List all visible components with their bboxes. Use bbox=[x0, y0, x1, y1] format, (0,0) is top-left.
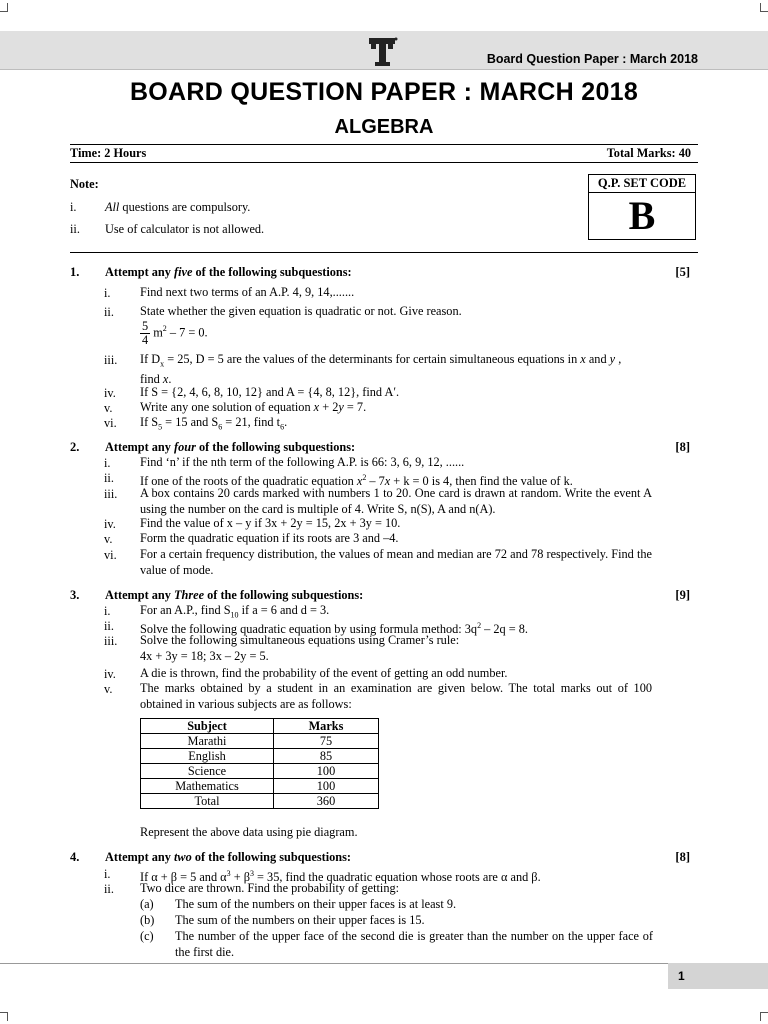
time-label: Time: 2 Hours bbox=[70, 146, 147, 160]
page-number-box bbox=[668, 963, 768, 989]
crop-mark-top-right bbox=[760, 3, 768, 12]
set-code-label: Q.P. SET CODE bbox=[589, 175, 695, 193]
part-text: The sum of the numbers on their upper faces is at least 9. bbox=[175, 897, 457, 911]
item-number: iii. bbox=[104, 634, 118, 648]
item-number: i. bbox=[104, 456, 111, 470]
item-number: iii. bbox=[104, 487, 118, 501]
divider bbox=[70, 144, 698, 145]
item-number: v. bbox=[104, 682, 113, 696]
page-number: 1 bbox=[678, 969, 685, 983]
subquestion: Find next two terms of an A.P. 4, 9, 14,....... bbox=[140, 285, 355, 299]
question-marks: [8] bbox=[675, 850, 690, 864]
question-number: 4. bbox=[70, 850, 80, 864]
note-label: Note: bbox=[70, 177, 99, 191]
subquestion: If α + β = 5 and $\alpha^3 + \beta^3 = 35$, find the quadratic equation whose roots are α and β. bbox=[140, 869, 541, 885]
table-cell: 360 bbox=[274, 794, 379, 809]
question-heading: Attempt any two of the following subquestions: bbox=[105, 850, 351, 864]
question-marks: [5] bbox=[675, 265, 690, 279]
part-text: The sum of the numbers on their upper faces is 15. bbox=[175, 913, 425, 927]
subquestion: If $S_5 = 15$ and $S_6 = 21$, find $t_6$. bbox=[140, 415, 288, 432]
table-cell: Marathi bbox=[141, 734, 274, 749]
crop-mark-bottom-left bbox=[0, 1012, 8, 1021]
footer-divider bbox=[0, 963, 768, 964]
subquestion: Two dice are thrown. Find the probability of getting: bbox=[140, 881, 400, 895]
question-number: 1. bbox=[70, 265, 80, 279]
part-number: (b) bbox=[140, 913, 155, 927]
table-row bbox=[141, 749, 379, 764]
marks-table bbox=[140, 718, 379, 809]
question-heading: Attempt any four of the following subquestions: bbox=[105, 440, 356, 454]
subquestion: State whether the given equation is quadratic or not. Give reason. bbox=[140, 304, 462, 318]
part-number: (c) bbox=[140, 929, 154, 943]
part-number: (a) bbox=[140, 897, 154, 911]
item-number: i. bbox=[104, 604, 111, 618]
item-number: v. bbox=[104, 532, 113, 546]
subquestion: For an A.P., find $S_{10}$ if a = 6 and d = 3. bbox=[140, 603, 330, 620]
table-cell: 100 bbox=[274, 779, 379, 794]
set-code-box bbox=[588, 174, 696, 240]
crop-mark-bottom-right bbox=[760, 1012, 768, 1021]
table-cell: English bbox=[141, 749, 274, 764]
item-number: ii. bbox=[104, 471, 114, 485]
item-number: iv. bbox=[104, 667, 116, 681]
question-heading: Attempt any five of the following subquestions: bbox=[105, 265, 352, 279]
item-number: iv. bbox=[104, 386, 116, 400]
table-cell: Science bbox=[141, 764, 274, 779]
question-number: 3. bbox=[70, 588, 80, 602]
publisher-logo-icon bbox=[366, 36, 400, 68]
question-number: 2. bbox=[70, 440, 80, 454]
table-header: Subject bbox=[141, 719, 274, 734]
running-header: Board Question Paper : March 2018 bbox=[486, 52, 698, 66]
subquestion: If one of the roots of the quadratic equation $x^2 - 7x + k = 0$ is 4, then find the value of k. bbox=[140, 473, 573, 489]
note-num: ii. bbox=[70, 222, 80, 236]
table-cell: Mathematics bbox=[141, 779, 274, 794]
table-header-row bbox=[141, 719, 379, 734]
subquestion: A box contains 20 cards marked with numbers 1 to 20. One card is drawn at random. Write the event A using the number on the card is multiple of 4. Write S, n(S), A and n(A). bbox=[140, 486, 652, 516]
page-title: BOARD QUESTION PAPER : MARCH 2018 bbox=[129, 78, 639, 106]
item-number: vi. bbox=[104, 416, 117, 430]
note-num: i. bbox=[70, 200, 77, 214]
divider bbox=[70, 252, 698, 253]
item-number: ii. bbox=[104, 305, 114, 319]
table-row bbox=[141, 779, 379, 794]
subquestion: The marks obtained by a student in an examination are given below. The total marks out of 100 obtained in various subjects are as follows: bbox=[140, 681, 652, 711]
subquestion: Write any one solution of equation x + 2y = 7. bbox=[140, 400, 367, 414]
note-item: Use of calculator is not allowed. bbox=[105, 222, 265, 236]
table-header: Marks bbox=[274, 719, 379, 734]
subquestion: A die is thrown, find the probability of the event of getting an odd number. bbox=[140, 666, 508, 680]
item-number: ii. bbox=[104, 882, 114, 896]
item-number: iv. bbox=[104, 517, 116, 531]
item-number: vi. bbox=[104, 548, 117, 562]
subquestion: If $D_x = 25$, D = 5 are the values of the determinants for certain simultaneous equations in x and y , find x. bbox=[140, 352, 622, 386]
subquestion: Solve the following quadratic equation by using formula method: $3q^2 - 2q = 8$. bbox=[140, 621, 528, 637]
equation: 4x + 3y = 18; 3x – 2y = 5. bbox=[140, 649, 269, 663]
question-marks: [9] bbox=[675, 588, 690, 602]
question-heading: Attempt any Three of the following subquestions: bbox=[105, 588, 364, 602]
total-marks-label: Total Marks: 40 bbox=[606, 146, 691, 160]
subquestion: For a certain frequency distribution, the values of mean and median are 72 and 78 respectively. Find the value of mode. bbox=[140, 547, 652, 577]
subquestion: Find ‘n’ if the nth term of the following A.P. is 66: 3, 6, 9, 12, ...... bbox=[140, 455, 465, 469]
table-row bbox=[141, 734, 379, 749]
subquestion: Solve the following simultaneous equations using Cramer’s rule: bbox=[140, 633, 460, 647]
subquestion: Form the quadratic equation if its roots are 3 and –4. bbox=[140, 531, 399, 545]
table-cell: 75 bbox=[274, 734, 379, 749]
item-number: v. bbox=[104, 401, 113, 415]
subquestion: If S = {2, 4, 6, 8, 10, 12} and A = {4, 8, 12}, find A′. bbox=[140, 385, 400, 399]
table-row bbox=[141, 794, 379, 809]
item-number: ii. bbox=[104, 619, 114, 633]
part-text: The number of the upper face of the second die is greater than the number on the upper face of the first die. bbox=[175, 929, 653, 959]
question-marks: [8] bbox=[675, 440, 690, 454]
fraction-equation: $\frac{5}{4}$ $m^2 - 7 = 0$. bbox=[142, 319, 208, 347]
table-row bbox=[141, 764, 379, 779]
item-number: iii. bbox=[104, 353, 118, 367]
table-cell: Total bbox=[141, 794, 274, 809]
divider bbox=[70, 162, 698, 163]
set-code-letter: B bbox=[628, 193, 656, 238]
note-item: All questions are compulsory. bbox=[105, 200, 251, 214]
table-cell: 85 bbox=[274, 749, 379, 764]
subquestion: Represent the above data using pie diagram. bbox=[140, 825, 358, 839]
table-cell: 100 bbox=[274, 764, 379, 779]
crop-mark-top-left bbox=[0, 3, 8, 12]
item-number: i. bbox=[104, 286, 111, 300]
item-number: i. bbox=[104, 867, 111, 881]
subject-title: ALGEBRA bbox=[334, 116, 434, 138]
subquestion: Find the value of x – y if 3x + 2y = 15, 2x + 3y = 10. bbox=[140, 516, 401, 530]
